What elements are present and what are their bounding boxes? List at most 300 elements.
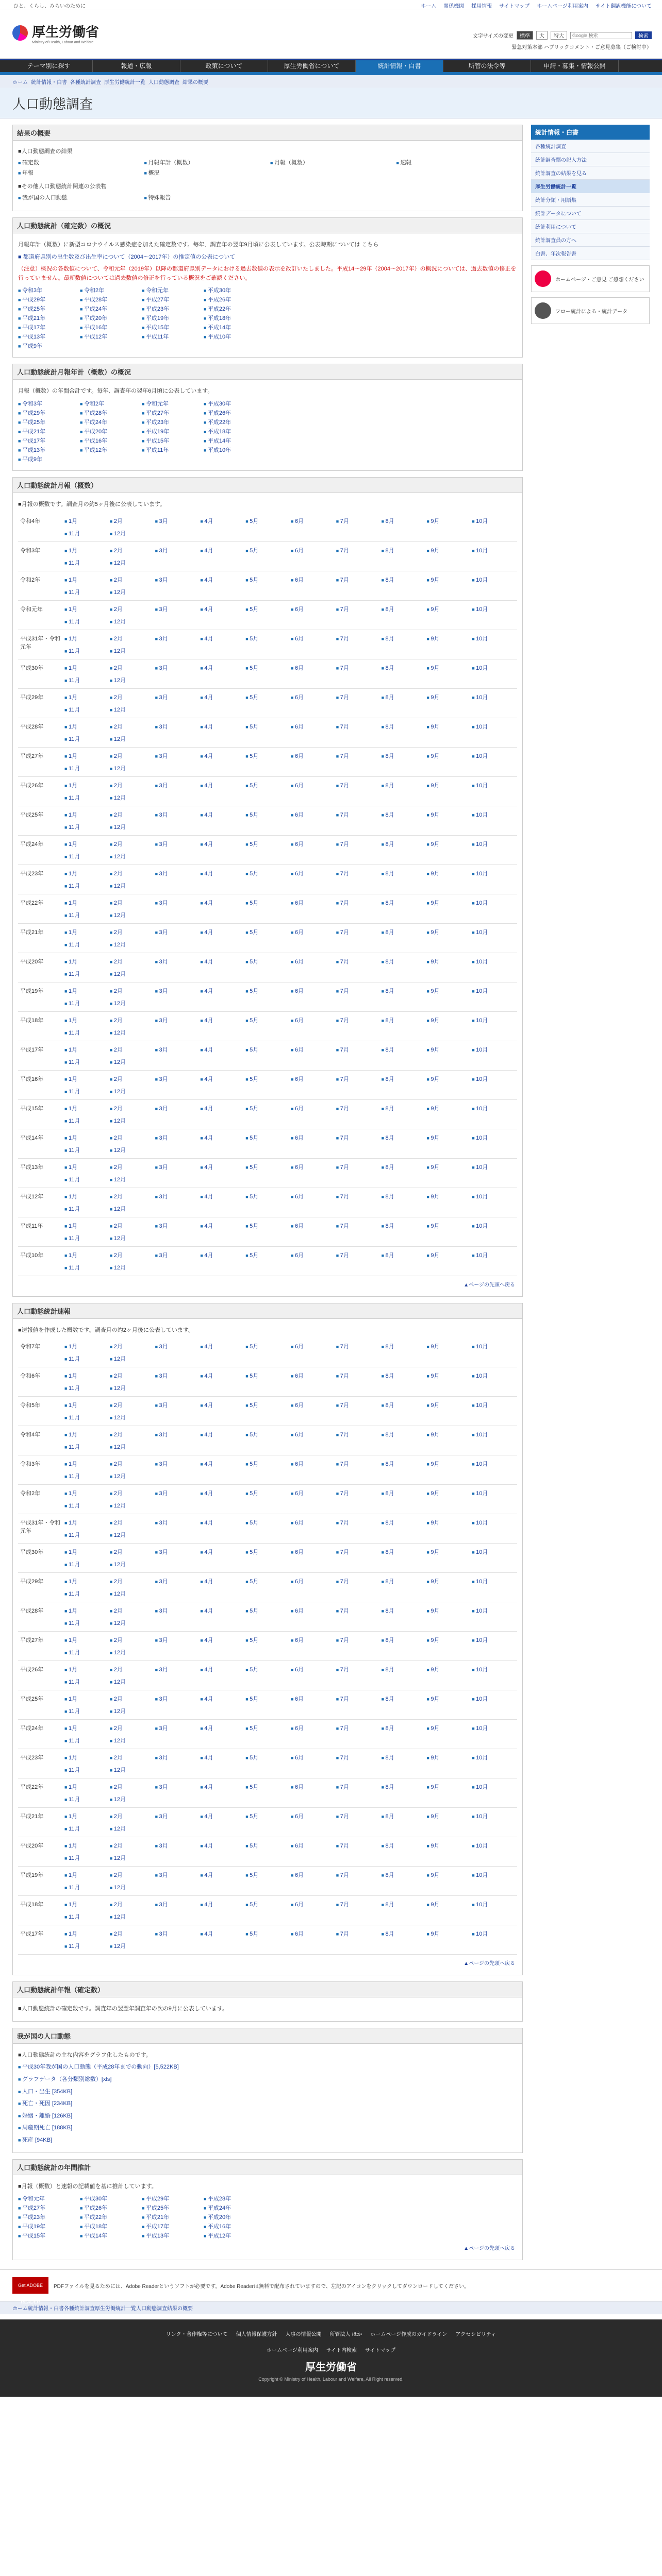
month-link[interactable]: ■ 1月 [64, 1104, 110, 1112]
month-link[interactable]: ■ 11月 [64, 911, 110, 919]
month-link[interactable]: ■ 11月 [64, 617, 110, 625]
month-link[interactable]: ■ 1月 [64, 869, 110, 877]
month-link[interactable]: ■ 12月 [110, 735, 155, 743]
month-link[interactable]: ■ 4月 [200, 693, 245, 701]
month-link[interactable]: ■ 12月 [110, 1175, 155, 1183]
month-link[interactable]: ■ 12月 [110, 1942, 155, 1950]
month-link[interactable]: ■ 1月 [64, 1016, 110, 1024]
month-link[interactable]: ■ 5月 [245, 1222, 291, 1230]
breadcrumb-item[interactable]: 厚生労働統計一覧 [95, 2306, 136, 2312]
month-link[interactable]: ■ 3月 [155, 517, 201, 525]
month-link[interactable]: ■ 4月 [200, 1841, 245, 1850]
month-link[interactable]: ■ 12月 [110, 1854, 155, 1862]
month-link[interactable]: ■ 2月 [110, 987, 155, 995]
month-link[interactable]: ■ 1月 [64, 1694, 110, 1703]
month-link[interactable]: ■ 8月 [382, 634, 427, 642]
month-link[interactable]: ■ 2月 [110, 1548, 155, 1556]
month-link[interactable]: ■ 4月 [200, 517, 245, 525]
month-link[interactable]: ■ 6月 [291, 1133, 336, 1142]
month-link[interactable]: ■ 8月 [382, 869, 427, 877]
year-link[interactable]: ■ 平成24年 [80, 304, 137, 313]
month-link[interactable]: ■ 12月 [110, 1028, 155, 1037]
month-link[interactable]: ■ 12月 [110, 1116, 155, 1125]
overview-link[interactable]: ■ 年報 [18, 168, 139, 177]
month-link[interactable]: ■ 12月 [110, 1234, 155, 1242]
month-link[interactable]: ■ 1月 [64, 781, 110, 789]
month-link[interactable]: ■ 10月 [472, 517, 517, 525]
month-link[interactable]: ■ 8月 [382, 987, 427, 995]
month-link[interactable]: ■ 4月 [200, 1929, 245, 1938]
month-link[interactable]: ■ 9月 [426, 1342, 472, 1350]
month-link[interactable]: ■ 7月 [336, 1812, 382, 1820]
month-link[interactable]: ■ 2月 [110, 1694, 155, 1703]
month-link[interactable]: ■ 3月 [155, 1075, 201, 1083]
month-link[interactable]: ■ 12月 [110, 1443, 155, 1451]
month-link[interactable]: ■ 7月 [336, 1104, 382, 1112]
month-link[interactable]: ■ 6月 [291, 1548, 336, 1556]
month-link[interactable]: ■ 11月 [64, 1648, 110, 1656]
month-link[interactable]: ■ 1月 [64, 810, 110, 819]
month-link[interactable]: ■ 11月 [64, 705, 110, 714]
month-link[interactable]: ■ 12月 [110, 1824, 155, 1833]
month-link[interactable]: ■ 12月 [110, 1087, 155, 1095]
month-link[interactable]: ■ 4月 [200, 1401, 245, 1409]
month-link[interactable]: ■ 11月 [64, 1766, 110, 1774]
search-button[interactable]: 検索 [635, 31, 652, 39]
month-link[interactable]: ■ 8月 [382, 1636, 427, 1644]
month-link[interactable]: ■ 12月 [110, 1501, 155, 1510]
month-link[interactable]: ■ 7月 [336, 1045, 382, 1054]
month-link[interactable]: ■ 8月 [382, 1724, 427, 1732]
month-link[interactable]: ■ 12月 [110, 882, 155, 890]
year-link[interactable]: ■ 平成29年 [18, 295, 75, 303]
month-link[interactable]: ■ 3月 [155, 1841, 201, 1850]
month-link[interactable]: ■ 2月 [110, 1163, 155, 1171]
month-link[interactable]: ■ 5月 [245, 1489, 291, 1497]
footer-link[interactable]: ホームページ利用案内 [266, 2348, 318, 2354]
year-link[interactable]: ■ 平成22年 [80, 2213, 137, 2221]
month-link[interactable]: ■ 2月 [110, 1812, 155, 1820]
month-link[interactable]: ■ 9月 [426, 1548, 472, 1556]
month-link[interactable]: ■ 11月 [64, 1205, 110, 1213]
month-link[interactable]: ■ 4月 [200, 1016, 245, 1024]
month-link[interactable]: ■ 10月 [472, 1133, 517, 1142]
month-link[interactable]: ■ 4月 [200, 1694, 245, 1703]
month-link[interactable]: ■ 4月 [200, 1577, 245, 1585]
breadcrumb-item[interactable]: 厚生労働統計一覧 [104, 80, 145, 86]
month-link[interactable]: ■ 10月 [472, 1636, 517, 1644]
month-link[interactable]: ■ 11月 [64, 558, 110, 567]
month-link[interactable]: ■ 7月 [336, 1577, 382, 1585]
month-link[interactable]: ■ 11月 [64, 1589, 110, 1598]
month-link[interactable]: ■ 11月 [64, 1443, 110, 1451]
month-link[interactable]: ■ 12月 [110, 970, 155, 978]
month-link[interactable]: ■ 2月 [110, 1133, 155, 1142]
month-link[interactable]: ■ 8月 [382, 1342, 427, 1350]
month-link[interactable]: ■ 9月 [426, 1636, 472, 1644]
month-link[interactable]: ■ 4月 [200, 1222, 245, 1230]
month-link[interactable]: ■ 5月 [245, 1929, 291, 1938]
month-link[interactable]: ■ 9月 [426, 1812, 472, 1820]
overview-link[interactable]: ■ 確定数 [18, 158, 139, 166]
overview-link[interactable]: ■ 速報 [396, 158, 518, 166]
utility-link[interactable]: ホーム [421, 4, 437, 9]
month-link[interactable]: ■ 11月 [64, 882, 110, 890]
breadcrumb-item[interactable]: 各種統計調査 [70, 80, 101, 86]
month-link[interactable]: ■ 8月 [382, 1812, 427, 1820]
month-link[interactable]: ■ 4月 [200, 1724, 245, 1732]
month-link[interactable]: ■ 11月 [64, 1854, 110, 1862]
doutai-link[interactable]: ■ 婚姻・離婚 [126KB] [18, 2112, 517, 2121]
year-link[interactable]: ■ 平成21年 [142, 2213, 198, 2221]
month-link[interactable]: ■ 5月 [245, 1342, 291, 1350]
month-link[interactable]: ■ 5月 [245, 546, 291, 554]
footer-link[interactable]: サイト内検索 [326, 2348, 357, 2354]
month-link[interactable]: ■ 1月 [64, 1371, 110, 1380]
month-link[interactable]: ■ 3月 [155, 1460, 201, 1468]
month-link[interactable]: ■ 4月 [200, 928, 245, 936]
search-input[interactable] [570, 32, 632, 39]
month-link[interactable]: ■ 7月 [336, 1192, 382, 1200]
month-link[interactable]: ■ 5月 [245, 899, 291, 907]
month-link[interactable]: ■ 5月 [245, 1133, 291, 1142]
month-link[interactable]: ■ 5月 [245, 1812, 291, 1820]
month-link[interactable]: ■ 10月 [472, 605, 517, 613]
month-link[interactable]: ■ 10月 [472, 1163, 517, 1171]
footer-link[interactable]: アクセシビリティ [455, 2332, 496, 2338]
year-link[interactable]: ■ 平成18年 [204, 314, 260, 322]
month-link[interactable]: ■ 9月 [426, 1518, 472, 1527]
month-link[interactable]: ■ 3月 [155, 1724, 201, 1732]
year-link[interactable]: ■ 平成21年 [18, 314, 75, 322]
month-link[interactable]: ■ 11月 [64, 1175, 110, 1183]
year-link[interactable]: ■ 平成18年 [80, 2222, 137, 2230]
year-link[interactable]: ■ 平成17年 [18, 436, 75, 445]
sidebar-item[interactable]: 統計調査員の方へ [531, 233, 650, 247]
month-link[interactable]: ■ 12月 [110, 1707, 155, 1715]
month-link[interactable]: ■ 1月 [64, 987, 110, 995]
month-link[interactable]: ■ 10月 [472, 1192, 517, 1200]
month-link[interactable]: ■ 5月 [245, 517, 291, 525]
month-link[interactable]: ■ 5月 [245, 957, 291, 965]
utility-link[interactable]: サイト翻訳機能について [595, 4, 652, 9]
footer-link[interactable]: 所管法人 ほか [329, 2332, 362, 2338]
month-link[interactable]: ■ 1月 [64, 1192, 110, 1200]
month-link[interactable]: ■ 3月 [155, 1900, 201, 1908]
month-link[interactable]: ■ 2月 [110, 693, 155, 701]
month-link[interactable]: ■ 9月 [426, 810, 472, 819]
month-link[interactable]: ■ 7月 [336, 869, 382, 877]
year-link[interactable]: ■ 平成11年 [142, 332, 198, 341]
month-link[interactable]: ■ 4月 [200, 1783, 245, 1791]
month-link[interactable]: ■ 8月 [382, 1900, 427, 1908]
month-link[interactable]: ■ 2月 [110, 840, 155, 848]
year-link[interactable]: ■ 平成28年 [204, 2194, 260, 2202]
back-to-top-link[interactable]: ▲ページの先頭へ戻る [464, 1282, 515, 1288]
month-link[interactable]: ■ 3月 [155, 1401, 201, 1409]
month-link[interactable]: ■ 8月 [382, 605, 427, 613]
month-link[interactable]: ■ 2月 [110, 1665, 155, 1673]
month-link[interactable]: ■ 10月 [472, 722, 517, 731]
month-link[interactable]: ■ 5月 [245, 928, 291, 936]
month-link[interactable]: ■ 5月 [245, 1665, 291, 1673]
month-link[interactable]: ■ 2月 [110, 1401, 155, 1409]
month-link[interactable]: ■ 1月 [64, 605, 110, 613]
month-link[interactable]: ■ 8月 [382, 1460, 427, 1468]
month-link[interactable]: ■ 3月 [155, 1342, 201, 1350]
month-link[interactable]: ■ 9月 [426, 752, 472, 760]
sidebar-banner[interactable] [531, 297, 650, 324]
month-link[interactable]: ■ 3月 [155, 869, 201, 877]
month-link[interactable]: ■ 8月 [382, 1518, 427, 1527]
month-link[interactable]: ■ 5月 [245, 752, 291, 760]
year-link[interactable]: ■ 平成15年 [142, 323, 198, 331]
month-link[interactable]: ■ 5月 [245, 575, 291, 584]
month-link[interactable]: ■ 9月 [426, 1460, 472, 1468]
month-link[interactable]: ■ 5月 [245, 1251, 291, 1259]
month-link[interactable]: ■ 5月 [245, 1518, 291, 1527]
month-link[interactable]: ■ 11月 [64, 1146, 110, 1154]
month-link[interactable]: ■ 7月 [336, 1606, 382, 1615]
month-link[interactable]: ■ 12月 [110, 1205, 155, 1213]
month-link[interactable]: ■ 5月 [245, 1075, 291, 1083]
month-link[interactable]: ■ 4月 [200, 1606, 245, 1615]
year-link[interactable]: ■ 平成21年 [18, 427, 75, 435]
month-link[interactable]: ■ 11月 [64, 1058, 110, 1066]
breadcrumb-item[interactable]: 統計情報・白書 [31, 80, 67, 86]
month-link[interactable]: ■ 5月 [245, 1401, 291, 1409]
month-link[interactable]: ■ 9月 [426, 1163, 472, 1171]
year-link[interactable]: ■ 平成29年 [18, 409, 75, 417]
month-link[interactable]: ■ 1月 [64, 1133, 110, 1142]
month-link[interactable]: ■ 10月 [472, 1460, 517, 1468]
footer-link[interactable]: ホームページ作成のガイドライン [370, 2332, 448, 2338]
month-link[interactable]: ■ 7月 [336, 1841, 382, 1850]
month-link[interactable]: ■ 12月 [110, 529, 155, 537]
month-link[interactable]: ■ 3月 [155, 1133, 201, 1142]
month-link[interactable]: ■ 7月 [336, 605, 382, 613]
doutai-link[interactable]: ■ グラフデータ（各分類別総数）[xls] [18, 2075, 517, 2084]
month-link[interactable]: ■ 12月 [110, 1736, 155, 1744]
month-link[interactable]: ■ 3月 [155, 987, 201, 995]
month-link[interactable]: ■ 8月 [382, 1548, 427, 1556]
month-link[interactable]: ■ 10月 [472, 575, 517, 584]
month-link[interactable]: ■ 2月 [110, 1724, 155, 1732]
month-link[interactable]: ■ 9月 [426, 1401, 472, 1409]
month-link[interactable]: ■ 6月 [291, 1724, 336, 1732]
month-link[interactable]: ■ 7月 [336, 634, 382, 642]
month-link[interactable]: ■ 7月 [336, 1163, 382, 1171]
size-xlarge-button[interactable]: 特大 [551, 31, 567, 40]
month-link[interactable]: ■ 9月 [426, 1104, 472, 1112]
month-link[interactable]: ■ 6月 [291, 752, 336, 760]
month-link[interactable]: ■ 8月 [382, 664, 427, 672]
month-link[interactable]: ■ 9月 [426, 1871, 472, 1879]
sidebar-item[interactable]: 統計利用について [531, 220, 650, 233]
month-link[interactable]: ■ 10月 [472, 957, 517, 965]
month-link[interactable]: ■ 2月 [110, 781, 155, 789]
month-link[interactable]: ■ 1月 [64, 1251, 110, 1259]
month-link[interactable]: ■ 3月 [155, 1929, 201, 1938]
year-link[interactable]: ■ 平成20年 [204, 2213, 260, 2221]
month-link[interactable]: ■ 3月 [155, 928, 201, 936]
month-link[interactable]: ■ 9月 [426, 546, 472, 554]
month-link[interactable]: ■ 6月 [291, 546, 336, 554]
month-link[interactable]: ■ 11月 [64, 1354, 110, 1363]
month-link[interactable]: ■ 3月 [155, 781, 201, 789]
month-link[interactable]: ■ 12月 [110, 1384, 155, 1392]
month-link[interactable]: ■ 9月 [426, 1192, 472, 1200]
year-link[interactable]: ■ 令和元年 [142, 286, 198, 294]
month-link[interactable]: ■ 12月 [110, 1531, 155, 1539]
month-link[interactable]: ■ 3月 [155, 810, 201, 819]
month-link[interactable]: ■ 12月 [110, 1472, 155, 1480]
month-link[interactable]: ■ 5月 [245, 869, 291, 877]
month-link[interactable]: ■ 6月 [291, 1075, 336, 1083]
month-link[interactable]: ■ 11月 [64, 676, 110, 684]
month-link[interactable]: ■ 6月 [291, 634, 336, 642]
month-link[interactable]: ■ 5月 [245, 1724, 291, 1732]
month-link[interactable]: ■ 3月 [155, 1371, 201, 1380]
year-link[interactable]: ■ 平成14年 [204, 323, 260, 331]
month-link[interactable]: ■ 8月 [382, 928, 427, 936]
month-link[interactable]: ■ 9月 [426, 1606, 472, 1615]
month-link[interactable]: ■ 11月 [64, 823, 110, 831]
month-link[interactable]: ■ 6月 [291, 869, 336, 877]
year-link[interactable]: ■ 平成28年 [80, 409, 137, 417]
month-link[interactable]: ■ 10月 [472, 1548, 517, 1556]
emergency-link[interactable]: 緊急対策本部 ハブリックコメント・ご意見募集（ご検討中） [511, 45, 652, 50]
month-link[interactable]: ■ 9月 [426, 605, 472, 613]
month-link[interactable]: ■ 4月 [200, 605, 245, 613]
month-link[interactable]: ■ 5月 [245, 1371, 291, 1380]
month-link[interactable]: ■ 9月 [426, 693, 472, 701]
month-link[interactable]: ■ 10月 [472, 1694, 517, 1703]
sidebar-item[interactable]: 統計分類・用語集 [531, 193, 650, 207]
month-link[interactable]: ■ 2月 [110, 899, 155, 907]
overview-link[interactable]: ■ 概況 [144, 168, 266, 177]
month-link[interactable]: ■ 1月 [64, 1724, 110, 1732]
month-link[interactable]: ■ 4月 [200, 722, 245, 731]
month-link[interactable]: ■ 4月 [200, 781, 245, 789]
month-link[interactable]: ■ 4月 [200, 664, 245, 672]
month-link[interactable]: ■ 3月 [155, 664, 201, 672]
month-link[interactable]: ■ 9月 [426, 1665, 472, 1673]
month-link[interactable]: ■ 11月 [64, 1619, 110, 1627]
month-link[interactable]: ■ 6月 [291, 1163, 336, 1171]
year-link[interactable]: ■ 令和元年 [142, 399, 198, 408]
month-link[interactable]: ■ 9月 [426, 634, 472, 642]
month-link[interactable]: ■ 1月 [64, 1783, 110, 1791]
month-link[interactable]: ■ 9月 [426, 1430, 472, 1438]
utility-link[interactable]: ホームページ利用案内 [537, 4, 588, 9]
month-link[interactable]: ■ 4月 [200, 1045, 245, 1054]
month-link[interactable]: ■ 4月 [200, 840, 245, 848]
month-link[interactable]: ■ 11月 [64, 1263, 110, 1272]
month-link[interactable]: ■ 11月 [64, 1028, 110, 1037]
month-link[interactable]: ■ 6月 [291, 1694, 336, 1703]
month-link[interactable]: ■ 3月 [155, 1606, 201, 1615]
month-link[interactable]: ■ 4月 [200, 1104, 245, 1112]
month-link[interactable]: ■ 4月 [200, 1665, 245, 1673]
month-link[interactable]: ■ 2月 [110, 722, 155, 731]
size-large-button[interactable]: 大 [536, 31, 548, 40]
month-link[interactable]: ■ 9月 [426, 869, 472, 877]
month-link[interactable]: ■ 7月 [336, 1251, 382, 1259]
overview-link[interactable]: ■ 特殊報告 [144, 193, 266, 201]
nav-item[interactable]: 所管の法令等 [443, 60, 531, 72]
month-link[interactable]: ■ 2月 [110, 1518, 155, 1527]
month-link[interactable]: ■ 6月 [291, 1489, 336, 1497]
month-link[interactable]: ■ 3月 [155, 1104, 201, 1112]
year-link[interactable]: ■ 平成16年 [204, 2222, 260, 2230]
month-link[interactable]: ■ 1月 [64, 1342, 110, 1350]
month-link[interactable]: ■ 2月 [110, 957, 155, 965]
month-link[interactable]: ■ 3月 [155, 1812, 201, 1820]
month-link[interactable]: ■ 10月 [472, 869, 517, 877]
month-link[interactable]: ■ 10月 [472, 840, 517, 848]
sidebar-item[interactable]: 統計データについて [531, 207, 650, 220]
month-link[interactable]: ■ 12月 [110, 617, 155, 625]
month-link[interactable]: ■ 5月 [245, 1045, 291, 1054]
month-link[interactable]: ■ 8月 [382, 1871, 427, 1879]
month-link[interactable]: ■ 3月 [155, 722, 201, 731]
month-link[interactable]: ■ 3月 [155, 1489, 201, 1497]
month-link[interactable]: ■ 2月 [110, 517, 155, 525]
month-link[interactable]: ■ 10月 [472, 664, 517, 672]
sidebar-item[interactable]: 統計調査の結果を見る [531, 166, 650, 180]
month-link[interactable]: ■ 4月 [200, 1163, 245, 1171]
month-link[interactable]: ■ 4月 [200, 987, 245, 995]
nav-item[interactable]: 申請・募集・情報公開 [531, 60, 619, 72]
nav-item[interactable]: 政策について [180, 60, 268, 72]
month-link[interactable]: ■ 1月 [64, 1665, 110, 1673]
year-link[interactable]: ■ 平成25年 [142, 2204, 198, 2212]
month-link[interactable]: ■ 1月 [64, 1489, 110, 1497]
month-link[interactable]: ■ 7月 [336, 1016, 382, 1024]
month-link[interactable]: ■ 3月 [155, 1636, 201, 1644]
month-link[interactable]: ■ 2月 [110, 1753, 155, 1761]
month-link[interactable]: ■ 5月 [245, 1753, 291, 1761]
month-link[interactable]: ■ 3月 [155, 1577, 201, 1585]
month-link[interactable]: ■ 1月 [64, 928, 110, 936]
month-link[interactable]: ■ 5月 [245, 810, 291, 819]
doutai-link[interactable]: ■ 平成30年我が国の人口動態（平成28年までの動向）[5,522KB] [18, 2063, 517, 2072]
utility-link[interactable]: サイトマップ [499, 4, 530, 9]
month-link[interactable]: ■ 2月 [110, 605, 155, 613]
month-link[interactable]: ■ 2月 [110, 1577, 155, 1585]
year-link[interactable]: ■ 平成26年 [204, 409, 260, 417]
month-link[interactable]: ■ 8月 [382, 781, 427, 789]
month-link[interactable]: ■ 12月 [110, 1912, 155, 1921]
month-link[interactable]: ■ 12月 [110, 705, 155, 714]
month-link[interactable]: ■ 5月 [245, 1016, 291, 1024]
month-link[interactable]: ■ 7月 [336, 752, 382, 760]
month-link[interactable]: ■ 2月 [110, 1841, 155, 1850]
month-link[interactable]: ■ 8月 [382, 810, 427, 819]
month-link[interactable]: ■ 4月 [200, 1548, 245, 1556]
month-link[interactable]: ■ 12月 [110, 1560, 155, 1568]
month-link[interactable]: ■ 6月 [291, 1342, 336, 1350]
month-link[interactable]: ■ 10月 [472, 1104, 517, 1112]
year-link[interactable]: ■ 平成17年 [142, 2222, 198, 2230]
month-link[interactable]: ■ 10月 [472, 546, 517, 554]
month-link[interactable]: ■ 3月 [155, 1694, 201, 1703]
month-link[interactable]: ■ 7月 [336, 693, 382, 701]
month-link[interactable]: ■ 5月 [245, 1163, 291, 1171]
month-link[interactable]: ■ 8月 [382, 899, 427, 907]
month-link[interactable]: ■ 3月 [155, 1163, 201, 1171]
